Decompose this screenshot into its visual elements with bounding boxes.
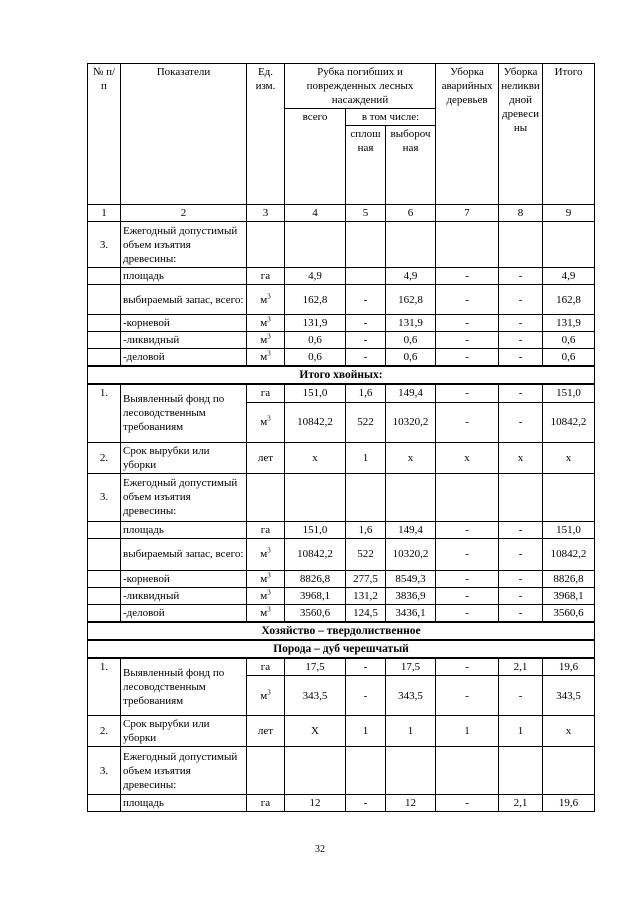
unit-cell: $м^3$ xyxy=(247,285,285,315)
unit-cell: $м^3$ xyxy=(247,604,285,622)
section-row xyxy=(88,366,595,384)
value-cell: 17,5 xyxy=(386,658,436,676)
value-cell: - xyxy=(346,315,386,332)
value-cell: 0,6 xyxy=(386,332,436,349)
row-label: -деловой xyxy=(121,604,247,622)
col-number: 5 xyxy=(346,205,386,222)
value-cell: х xyxy=(499,442,543,473)
value-cell: 343,5 xyxy=(543,676,595,716)
header-indicators: Показатели xyxy=(121,64,247,205)
row-number xyxy=(88,795,121,812)
value-cell: 3836,9 xyxy=(386,587,436,604)
header-cutting: Рубка погибших и поврежденных лесных насаждений xyxy=(285,64,436,109)
header-num: № п/п xyxy=(88,64,121,205)
value-cell: - xyxy=(499,285,543,315)
header-row-1 xyxy=(88,64,595,109)
row-label: площадь xyxy=(121,795,247,812)
value-cell: х xyxy=(543,716,595,747)
value-cell: 0,6 xyxy=(386,349,436,367)
value-cell: 4,9 xyxy=(285,268,346,285)
table-row xyxy=(88,442,595,473)
value-cell xyxy=(543,222,595,268)
section-title: Хозяйство – твердолиственное xyxy=(88,622,595,640)
row-number: 3. xyxy=(88,222,121,268)
row-number xyxy=(88,521,121,538)
value-cell: 1,6 xyxy=(346,384,386,402)
empty-cell xyxy=(499,747,543,795)
value-cell: х xyxy=(386,442,436,473)
unit-cell: га xyxy=(247,658,285,676)
value-cell: 3968,1 xyxy=(285,587,346,604)
unit-cell: лет xyxy=(247,442,285,473)
value-cell: 0,6 xyxy=(543,349,595,367)
value-cell xyxy=(285,222,346,268)
empty-cell xyxy=(499,473,543,521)
value-cell: 10842,2 xyxy=(543,402,595,442)
unit-cell: $м^3$ xyxy=(247,332,285,349)
unit-cell: $м^3$ xyxy=(247,315,285,332)
table-row xyxy=(88,587,595,604)
row-number xyxy=(88,315,121,332)
section-row xyxy=(88,640,595,658)
empty-cell xyxy=(386,473,436,521)
empty-cell xyxy=(543,473,595,521)
value-cell: - xyxy=(346,795,386,812)
unit-cell: га xyxy=(247,268,285,285)
value-cell: - xyxy=(499,676,543,716)
row-number xyxy=(88,349,121,367)
value-cell: - xyxy=(346,676,386,716)
page-number: 32 xyxy=(315,844,325,855)
value-cell: 1 xyxy=(436,716,499,747)
value-cell: 17,5 xyxy=(285,658,346,676)
header-selective: выборочная xyxy=(386,126,436,205)
value-cell: - xyxy=(436,570,499,587)
header-emergency: Уборка аварийных деревьев xyxy=(436,64,499,205)
value-cell: 522 xyxy=(346,538,386,570)
row-number xyxy=(88,332,121,349)
value-cell: - xyxy=(436,587,499,604)
value-cell: 1 xyxy=(499,716,543,747)
empty-cell xyxy=(247,473,285,521)
col-number: 6 xyxy=(386,205,436,222)
unit-cell: лет xyxy=(247,716,285,747)
header-col-numbers xyxy=(88,205,595,222)
value-cell: - xyxy=(436,332,499,349)
value-cell: 162,8 xyxy=(386,285,436,315)
value-cell: - xyxy=(436,676,499,716)
value-cell: - xyxy=(436,349,499,367)
value-cell: 8826,8 xyxy=(543,570,595,587)
value-cell: 1,6 xyxy=(346,521,386,538)
value-cell: - xyxy=(436,268,499,285)
value-cell: - xyxy=(499,268,543,285)
value-cell: 0,6 xyxy=(285,349,346,367)
empty-cell xyxy=(436,747,499,795)
unit-cell: $м^3$ xyxy=(247,402,285,442)
empty-cell xyxy=(346,473,386,521)
value-cell: 343,5 xyxy=(386,676,436,716)
value-cell: - xyxy=(499,538,543,570)
row-label: -ликвидный xyxy=(121,587,247,604)
value-cell: 131,2 xyxy=(346,587,386,604)
value-cell: 131,9 xyxy=(543,315,595,332)
value-cell xyxy=(346,268,386,285)
table-row xyxy=(88,473,595,521)
value-cell: 19,6 xyxy=(543,795,595,812)
col-number: 3 xyxy=(247,205,285,222)
value-cell xyxy=(436,222,499,268)
value-cell xyxy=(499,222,543,268)
row-number: 3. xyxy=(88,473,121,521)
value-cell: - xyxy=(346,349,386,367)
unit-cell: $м^3$ xyxy=(247,349,285,367)
value-cell: 10842,2 xyxy=(285,402,346,442)
value-cell: 277,5 xyxy=(346,570,386,587)
row-number: 3. xyxy=(88,747,121,795)
row-label: площадь xyxy=(121,521,247,538)
row-label: -деловой xyxy=(121,349,247,367)
value-cell: - xyxy=(436,285,499,315)
value-cell: 149,4 xyxy=(386,384,436,402)
unit-cell: $м^3$ xyxy=(247,676,285,716)
table-row xyxy=(88,538,595,570)
empty-cell xyxy=(285,747,346,795)
table-row xyxy=(88,604,595,622)
row-number xyxy=(88,570,121,587)
table-row xyxy=(88,349,595,367)
value-cell: - xyxy=(499,570,543,587)
forest-table xyxy=(87,63,595,812)
row-number xyxy=(88,604,121,622)
value-cell: 124,5 xyxy=(346,604,386,622)
value-cell: 10320,2 xyxy=(386,538,436,570)
empty-cell xyxy=(386,747,436,795)
header-dead: Уборка неликвидной древесины xyxy=(499,64,543,205)
header-unit: Ед. изм. xyxy=(247,64,285,205)
unit-cell: га xyxy=(247,521,285,538)
value-cell: 131,9 xyxy=(386,315,436,332)
value-cell: Х xyxy=(285,716,346,747)
value-cell: х xyxy=(285,442,346,473)
value-cell: - xyxy=(499,349,543,367)
value-cell: 162,8 xyxy=(543,285,595,315)
value-cell: 1 xyxy=(346,716,386,747)
value-cell: 343,5 xyxy=(285,676,346,716)
row-label: Выявленный фонд по лесоводственным требованиям xyxy=(121,384,247,442)
row-label: Ежегодный допустимый объем изъятия древесины: xyxy=(121,473,247,521)
value-cell: - xyxy=(499,402,543,442)
value-cell: - xyxy=(436,315,499,332)
value-cell: - xyxy=(436,538,499,570)
value-cell: х xyxy=(436,442,499,473)
value-cell xyxy=(386,222,436,268)
row-label: площадь xyxy=(121,268,247,285)
table-row xyxy=(88,658,595,676)
row-label: -корневой xyxy=(121,570,247,587)
row-label: Ежегодный допустимый объем изъятия древесины: xyxy=(121,222,247,268)
value-cell: 3560,6 xyxy=(285,604,346,622)
col-number: 4 xyxy=(285,205,346,222)
value-cell: 1 xyxy=(346,442,386,473)
row-label: Срок вырубки или уборки xyxy=(121,442,247,473)
table-row xyxy=(88,315,595,332)
value-cell: 12 xyxy=(386,795,436,812)
unit-cell: га xyxy=(247,795,285,812)
value-cell: 4,9 xyxy=(543,268,595,285)
table-row xyxy=(88,716,595,747)
row-label: Выявленный фонд по лесоводственным требованиям xyxy=(121,658,247,716)
row-number xyxy=(88,268,121,285)
value-cell: - xyxy=(436,402,499,442)
value-cell: 151,0 xyxy=(285,384,346,402)
col-number: 8 xyxy=(499,205,543,222)
unit-cell: $м^3$ xyxy=(247,587,285,604)
empty-cell xyxy=(543,747,595,795)
value-cell: 2,1 xyxy=(499,795,543,812)
header-total: всего xyxy=(285,109,346,205)
empty-cell xyxy=(247,747,285,795)
value-cell: х xyxy=(543,442,595,473)
value-cell: 151,0 xyxy=(285,521,346,538)
value-cell: 19,6 xyxy=(543,658,595,676)
value-cell: 10320,2 xyxy=(386,402,436,442)
section-title: Итого хвойных: xyxy=(88,366,595,384)
table-row xyxy=(88,747,595,795)
row-label: Ежегодный допустимый объем изъятия древесины: xyxy=(121,747,247,795)
value-cell: 8826,8 xyxy=(285,570,346,587)
table-row xyxy=(88,332,595,349)
value-cell: 2,1 xyxy=(499,658,543,676)
value-cell: 149,4 xyxy=(386,521,436,538)
value-cell: - xyxy=(346,285,386,315)
col-number: 7 xyxy=(436,205,499,222)
row-number: 2. xyxy=(88,716,121,747)
row-number xyxy=(88,587,121,604)
unit-cell: $м^3$ xyxy=(247,570,285,587)
header-incl: в том числе: xyxy=(346,109,436,126)
value-cell: - xyxy=(499,315,543,332)
value-cell xyxy=(346,222,386,268)
col-number: 2 xyxy=(121,205,247,222)
table-row xyxy=(88,268,595,285)
empty-cell xyxy=(346,747,386,795)
value-cell: 4,9 xyxy=(386,268,436,285)
row-number: 1. xyxy=(88,658,121,716)
value-cell: - xyxy=(436,521,499,538)
value-cell: 131,9 xyxy=(285,315,346,332)
value-cell: 0,6 xyxy=(543,332,595,349)
value-cell: - xyxy=(436,658,499,676)
value-cell: 12 xyxy=(285,795,346,812)
row-number xyxy=(88,538,121,570)
unit-cell xyxy=(247,222,285,268)
value-cell: - xyxy=(499,587,543,604)
value-cell: - xyxy=(499,332,543,349)
table-row xyxy=(88,570,595,587)
value-cell: 522 xyxy=(346,402,386,442)
value-cell: 0,6 xyxy=(285,332,346,349)
section-title: Порода – дуб черешчатый xyxy=(88,640,595,658)
value-cell: 3436,1 xyxy=(386,604,436,622)
value-cell: 151,0 xyxy=(543,521,595,538)
col-number: 1 xyxy=(88,205,121,222)
value-cell: 8549,3 xyxy=(386,570,436,587)
value-cell: 10842,2 xyxy=(543,538,595,570)
row-label: выбираемый запас, всего: xyxy=(121,538,247,570)
table-row xyxy=(88,222,595,268)
table-row xyxy=(88,285,595,315)
unit-cell: $м^3$ xyxy=(247,538,285,570)
value-cell: 162,8 xyxy=(285,285,346,315)
value-cell: - xyxy=(436,604,499,622)
row-label: -корневой xyxy=(121,315,247,332)
table-row xyxy=(88,384,595,402)
col-number: 9 xyxy=(543,205,595,222)
empty-cell xyxy=(285,473,346,521)
row-label: -ликвидный xyxy=(121,332,247,349)
value-cell: - xyxy=(499,521,543,538)
row-number: 2. xyxy=(88,442,121,473)
value-cell: 10842,2 xyxy=(285,538,346,570)
value-cell: 3560,6 xyxy=(543,604,595,622)
header-itogo: Итого xyxy=(543,64,595,205)
value-cell: 3968,1 xyxy=(543,587,595,604)
header-clear: сплошная xyxy=(346,126,386,205)
row-label: выбираемый запас, всего: xyxy=(121,285,247,315)
row-number: 1. xyxy=(88,384,121,442)
empty-cell xyxy=(436,473,499,521)
table-row xyxy=(88,521,595,538)
value-cell: - xyxy=(436,795,499,812)
value-cell: - xyxy=(499,384,543,402)
table-row xyxy=(88,795,595,812)
unit-cell: га xyxy=(247,384,285,402)
row-number xyxy=(88,285,121,315)
value-cell: - xyxy=(436,384,499,402)
value-cell: 1 xyxy=(386,716,436,747)
value-cell: - xyxy=(346,332,386,349)
value-cell: 151,0 xyxy=(543,384,595,402)
row-label: Срок вырубки или уборки xyxy=(121,716,247,747)
value-cell: - xyxy=(499,604,543,622)
value-cell: - xyxy=(346,658,386,676)
section-row xyxy=(88,622,595,640)
